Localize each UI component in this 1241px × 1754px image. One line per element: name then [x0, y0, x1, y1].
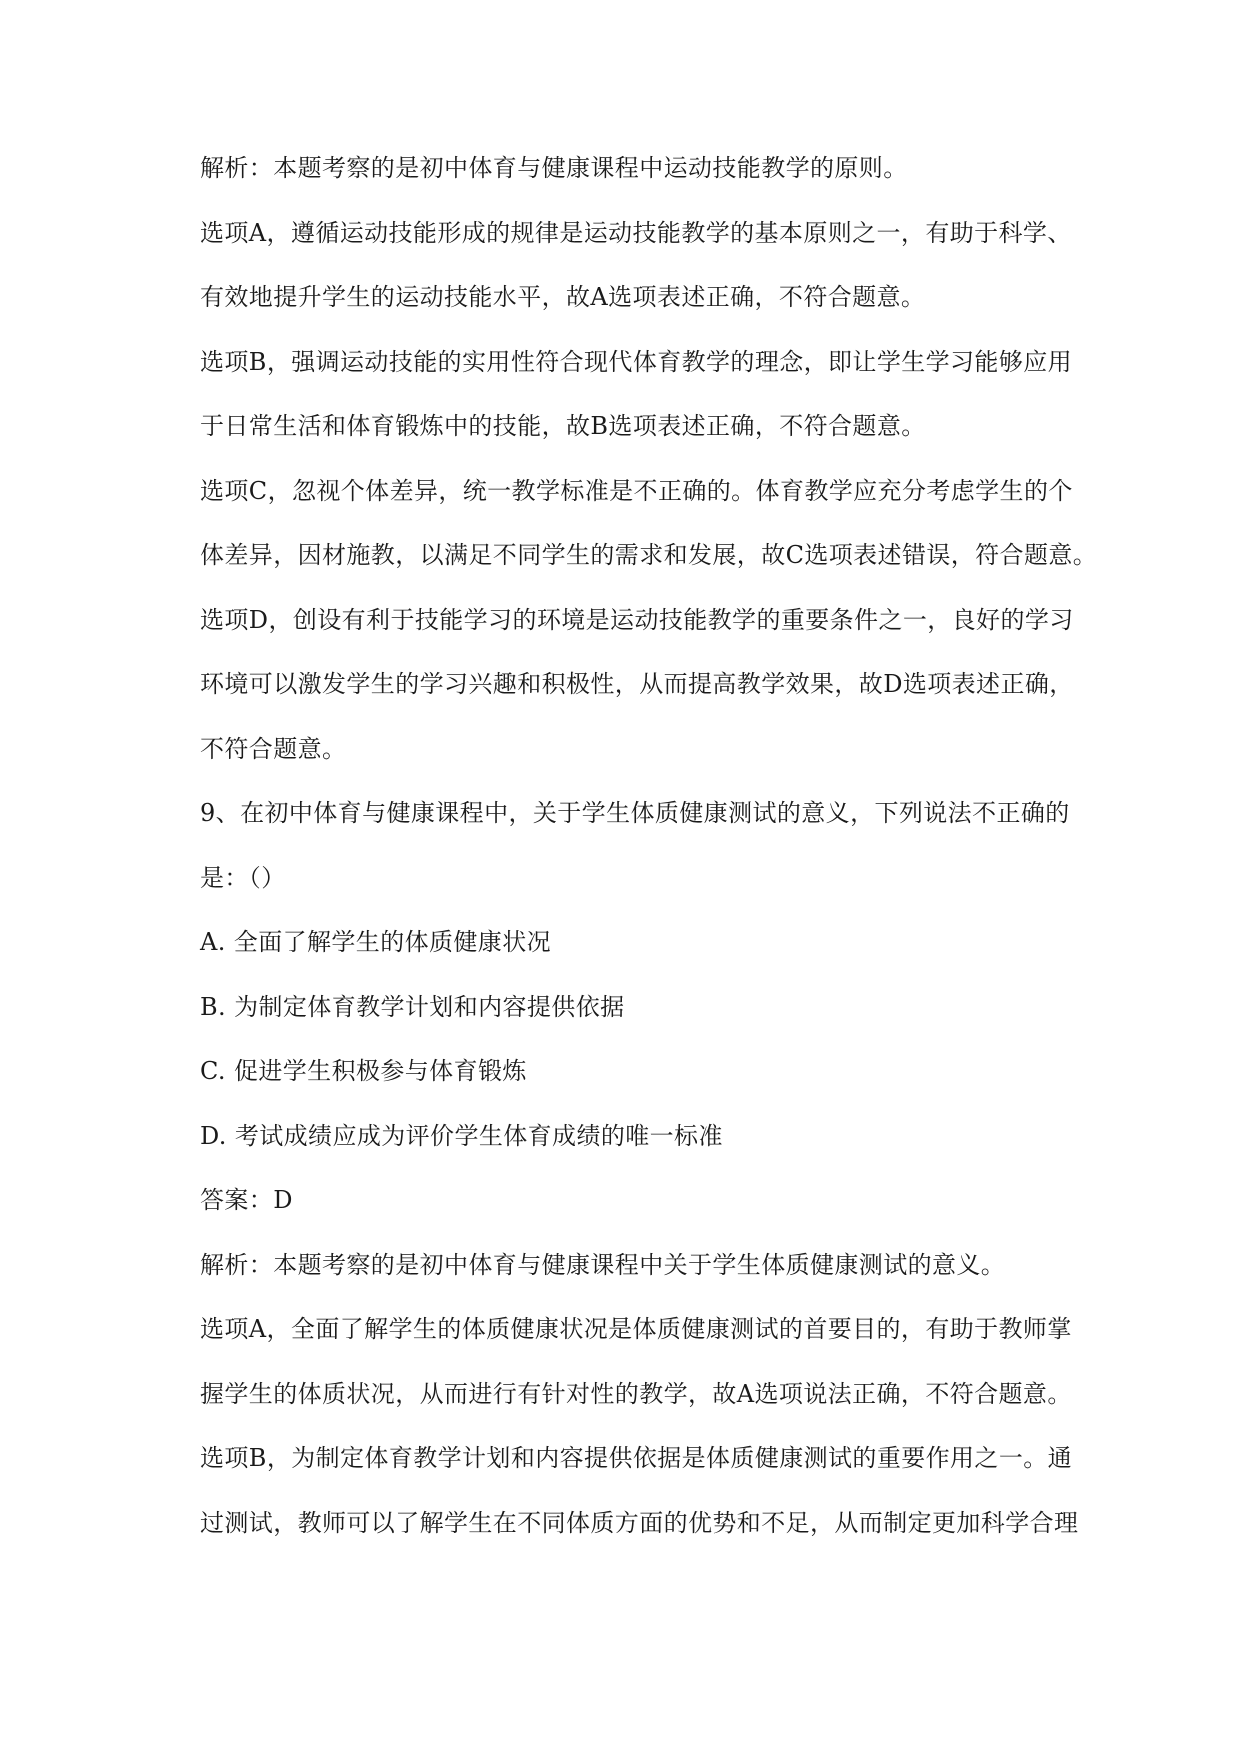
- analysis-heading-line: 解析：本题考察的是初中体育与健康课程中运动技能教学的原则。: [200, 154, 908, 182]
- option-d-explanation-line-2: 环境可以激发学生的学习兴趣和积极性，从而提高教学效果，故D选项表述正确，: [200, 670, 1074, 698]
- question-9-option-a-explanation-line-2: 握学生的体质状况，从而进行有针对性的教学，故A选项说法正确，不符合题意。: [200, 1379, 1072, 1408]
- question-9-option-b-explanation-line-1: 选项B，为制定体育教学计划和内容提供依据是体质健康测试的重要作用之一。通: [200, 1444, 1073, 1472]
- option-a-explanation-line-2: 有效地提升学生的运动技能水平，故A选项表述正确，不符合题意。: [200, 283, 926, 311]
- question-9-option-c: C. 促进学生积极参与体育锻炼: [200, 1057, 527, 1085]
- option-d-explanation-line-1: 选项D，创设有利于技能学习的环境是运动技能教学的重要条件之一，良好的学习: [200, 605, 1074, 634]
- option-c-explanation-line-1: 选项C，忽视个体差异，统一教学标准是不正确的。体育教学应充分考虑学生的个: [200, 476, 1073, 505]
- question-9-option-a: A. 全面了解学生的体质健康状况: [200, 928, 551, 956]
- question-9-stem-line-1: 9、在初中体育与健康课程中，关于学生体质健康测试的意义，下列说法不正确的: [200, 799, 1070, 827]
- option-c-explanation-line-2: 体差异，因材施教，以满足不同学生的需求和发展，故C选项表述错误，符合题意。: [200, 541, 1098, 569]
- question-9-answer: 答案：D: [200, 1186, 293, 1214]
- option-a-explanation-line-1: 选项A，遵循运动技能形成的规律是运动技能教学的基本原则之一，有助于科学、: [200, 218, 1072, 247]
- option-b-explanation-line-1: 选项B，强调运动技能的实用性符合现代体育教学的理念，即让学生学习能够应用: [200, 347, 1073, 376]
- question-9-option-b-explanation-line-2: 过测试，教师可以了解学生在不同体质方面的优势和不足，从而制定更加科学合理: [200, 1508, 1079, 1537]
- question-9-analysis-heading: 解析：本题考察的是初中体育与健康课程中关于学生体质健康测试的意义。: [200, 1250, 1006, 1279]
- option-d-explanation-line-3: 不符合题意。: [200, 734, 347, 763]
- question-9-option-b: B. 为制定体育教学计划和内容提供依据: [200, 992, 625, 1021]
- question-9-stem-line-2: 是：（）: [200, 863, 286, 892]
- question-9-option-d: D. 考试成绩应成为评价学生体育成绩的唯一标准: [200, 1121, 723, 1150]
- option-b-explanation-line-2: 于日常生活和体育锻炼中的技能，故B选项表述正确，不符合题意。: [200, 412, 926, 440]
- question-9-option-a-explanation-line-1: 选项A，全面了解学生的体质健康状况是体质健康测试的首要目的，有助于教师掌: [200, 1315, 1072, 1343]
- document-page: [200, 148, 1100, 1567]
